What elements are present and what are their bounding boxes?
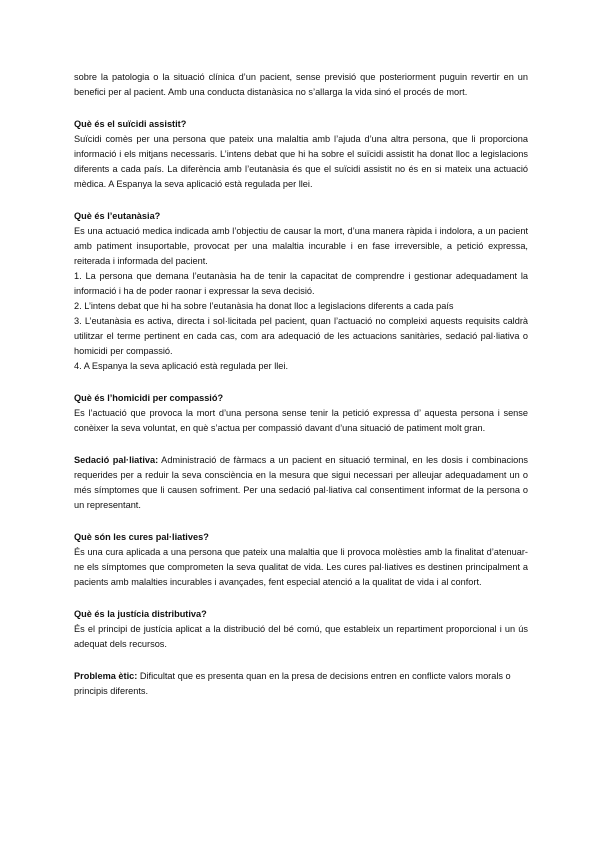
intro-paragraph: sobre la patologia o la situació clínica d’un pacient, sense previsió que posteriorment puguin revertir en un benefici per al pacient. Amb una conducta distanàsica no s’allarga la vida sinó el procés de mort.: [74, 72, 528, 97]
section-body: Es una actuació medica indicada amb l’objectiu de causar la mort, d’una manera ràpida i indolora, a un pacient amb patiment insuportable, provocat per una malaltia incurable i en fase irreversible, a petició expressa, reiterada i informada del pacient.: [74, 226, 528, 266]
definition-term: Sedació pal·liativa:: [74, 455, 159, 465]
definition-body: Dificultat que es presenta quan en la presa de decisions entren en conflicte valors morals o principis diferents.: [74, 671, 511, 696]
section-homicidi-compassio: [74, 391, 528, 436]
list-item: 1. La persona que demana l’eutanàsia ha de tenir la capacitat de comprendre i gestionar adequadament la informació i ha de poder raonar i expressar la seva decisió.: [74, 271, 528, 296]
section-heading: Què és l’homicidi per compassió?: [74, 393, 224, 403]
section-heading: Què són les cures pal·liatives?: [74, 532, 209, 542]
list-item: 3. L’eutanàsia es activa, directa i sol·licitada pel pacient, quan l’actuació no compleixi aquests requisits caldrà utilitzar el terme pertinent en cada cas, com ara adequació de les actuacions sanitàries, sedació pal·liativa o homicidi per compassió.: [74, 316, 528, 356]
section-heading: Què és l’eutanàsia?: [74, 211, 161, 221]
list-item: 2. L’intens debat que hi ha sobre l’eutanàsia ha donat lloc a legislacions diferents a cada país: [74, 301, 454, 311]
definition-paragraph: [74, 453, 528, 513]
section-body: Suïcidi comès per una persona que pateix una malaltia amb l’ajuda d’una altra persona, que li proporciona informació i els mitjans necessaris. L’intens debat que hi ha sobre el suïcidi assistit ha donat lloc a legislacions diferents a cada país. La diferència amb l’eutanàsia és que el suïcidi assistit no és en si mateix una actuació mèdica. A Espanya la seva aplicació està regulada per llei.: [74, 134, 528, 189]
definition-term: Problema ètic:: [74, 671, 138, 681]
section-heading: Què és la justícia distributiva?: [74, 609, 207, 619]
section-sedacio-palliativa: [74, 453, 528, 513]
section-eutanasia: [74, 209, 528, 374]
section-body: Es l’actuació que provoca la mort d’una persona sense tenir la petició expressa d’ aquesta persona i sense conèixer la seva voluntat, en què s’actua per compassió davant d’una situació de patiment molt gran.: [74, 408, 528, 433]
section-suicidi-assistit: [74, 117, 528, 192]
definition-body: Administració de fàrmacs a un pacient en situació terminal, en les dosis i combinacions requerides per a reduir la seva consciència en la mesura que sigui necessari per alleujar adequadament un o més símptomes que li causen sofriment. Per una sedació pal·liativa cal consentiment informat de la persona o un representant.: [74, 455, 528, 510]
section-body: És el principi de justícia aplicat a la distribució del bé comú, que estableix un repartiment proporcional i un ús adequat dels recursos.: [74, 624, 528, 649]
section-problema-etic: [74, 669, 528, 699]
list-item: 4. A Espanya la seva aplicació està regulada per llei.: [74, 361, 288, 371]
section-cures-palliatives: [74, 530, 528, 590]
definition-paragraph: [74, 669, 528, 699]
section-body: És una cura aplicada a una persona que pateix una malaltia que li provoca molèsties amb la finalitat d’atenuar-ne els símptomes que comprometen la seva qualitat de vida. Les cures pal·liatives es destinen principalment a pacients amb malalties incurables i avançades, fent especial atenció a la qualitat de vida i al confort.: [74, 547, 528, 587]
section-justicia-distributiva: [74, 607, 528, 652]
section-heading: Què és el suïcidi assistit?: [74, 119, 187, 129]
